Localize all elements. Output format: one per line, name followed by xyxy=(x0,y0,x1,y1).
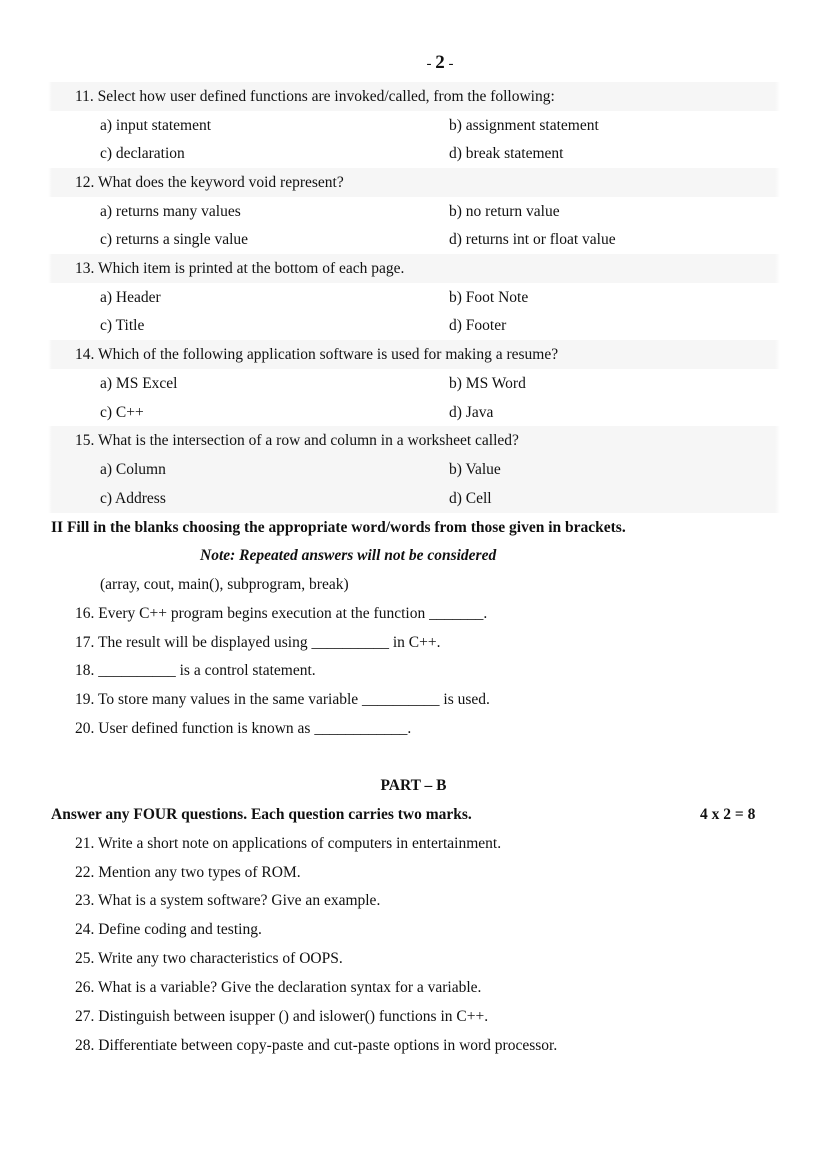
part-b-marks: 4 x 2 = 8 xyxy=(700,806,756,823)
option-a: a) Column xyxy=(100,461,166,478)
option-b: b) assignment statement xyxy=(449,117,599,134)
question-text: 20. User defined function is known as ____________. xyxy=(75,720,412,737)
options-row xyxy=(0,369,827,398)
question-13 xyxy=(0,254,827,283)
question-text: 11. Select how user defined functions are invoked/called, from the following: xyxy=(75,88,555,105)
question-text: 22. Mention any two types of ROM. xyxy=(75,864,301,881)
question-text: 13. Which item is printed at the bottom of each page. xyxy=(75,260,405,277)
option-c: c) C++ xyxy=(100,404,144,421)
options-row xyxy=(0,311,827,340)
option-d: d) Cell xyxy=(449,490,492,507)
question-text: 18. __________ is a control statement. xyxy=(75,662,316,679)
question-25 xyxy=(0,944,827,973)
option-b: b) no return value xyxy=(449,203,560,220)
options-row xyxy=(0,139,827,168)
options-row xyxy=(0,111,827,140)
option-d: d) returns int or float value xyxy=(449,231,616,248)
question-text: 25. Write any two characteristics of OOPS. xyxy=(75,950,343,967)
fill-blank-16 xyxy=(0,599,827,628)
option-b: b) Foot Note xyxy=(449,289,529,306)
option-c: c) Title xyxy=(100,317,145,334)
fill-blank-18 xyxy=(0,656,827,685)
question-28 xyxy=(0,1031,827,1060)
options-row xyxy=(0,225,827,254)
question-15 xyxy=(0,426,827,455)
option-c: c) returns a single value xyxy=(100,231,249,248)
part-b-title-row xyxy=(0,771,827,800)
options-row xyxy=(0,197,827,226)
question-21 xyxy=(0,829,827,858)
option-a: a) MS Excel xyxy=(100,375,178,392)
question-text: 23. What is a system software? Give an example. xyxy=(75,892,381,909)
option-c: c) declaration xyxy=(100,145,185,162)
question-text: 14. Which of the following application software is used for making a resume? xyxy=(75,346,559,363)
options-row xyxy=(0,484,827,513)
question-23 xyxy=(0,886,827,915)
page-number-suffix: - xyxy=(444,56,454,72)
question-22 xyxy=(0,858,827,887)
question-text: 24. Define coding and testing. xyxy=(75,921,262,938)
section-2-note: Note: Repeated answers will not be considered xyxy=(200,547,497,564)
question-12 xyxy=(0,168,827,197)
option-d: d) Footer xyxy=(449,317,507,334)
section-2-heading-row xyxy=(0,513,827,542)
option-a: a) returns many values xyxy=(100,203,241,220)
section-2-note-row xyxy=(0,541,827,570)
question-text: 19. To store many values in the same variable __________ is used. xyxy=(75,691,490,708)
question-11 xyxy=(0,82,827,111)
part-b-instruction: Answer any FOUR questions. Each question carries two marks. xyxy=(51,806,472,823)
options-row xyxy=(0,283,827,312)
part-b-instruction-row xyxy=(0,800,827,829)
question-24 xyxy=(0,915,827,944)
question-14 xyxy=(0,340,827,369)
fill-blank-20 xyxy=(0,714,827,743)
question-text: 21. Write a short note on applications of computers in entertainment. xyxy=(75,835,502,852)
question-text: 28. Differentiate between copy-paste and cut-paste options in word processor. xyxy=(75,1037,558,1054)
option-a: a) input statement xyxy=(100,117,212,134)
part-b-title: PART – B xyxy=(380,777,447,794)
option-d: d) Java xyxy=(449,404,494,421)
option-b: b) MS Word xyxy=(449,375,526,392)
option-d: d) break statement xyxy=(449,145,564,162)
question-text: 26. What is a variable? Give the declaration syntax for a variable. xyxy=(75,979,482,996)
option-b: b) Value xyxy=(449,461,501,478)
question-text: 27. Distinguish between isupper () and islower() functions in C++. xyxy=(75,1008,489,1025)
word-bank-row xyxy=(0,570,827,599)
option-a: a) Header xyxy=(100,289,161,306)
fill-blank-17 xyxy=(0,628,827,657)
question-text: 16. Every C++ program begins execution at the function _______. xyxy=(75,605,488,622)
page-number-prefix: - xyxy=(426,56,436,72)
question-text: 17. The result will be displayed using __________ in C++. xyxy=(75,634,441,651)
question-26 xyxy=(0,973,827,1002)
question-27 xyxy=(0,1002,827,1031)
page-number xyxy=(0,52,827,74)
question-text: 12. What does the keyword void represent? xyxy=(75,174,344,191)
option-c: c) Address xyxy=(100,490,166,507)
options-row xyxy=(0,398,827,427)
page-number-value: 2 xyxy=(435,52,445,73)
fill-blank-19 xyxy=(0,685,827,714)
question-text: 15. What is the intersection of a row and column in a worksheet called? xyxy=(75,432,519,449)
section-2-heading: II Fill in the blanks choosing the appropriate word/words from those given in brackets. xyxy=(51,519,626,536)
options-row xyxy=(0,455,827,484)
word-bank: (array, cout, main(), subprogram, break) xyxy=(100,576,349,593)
